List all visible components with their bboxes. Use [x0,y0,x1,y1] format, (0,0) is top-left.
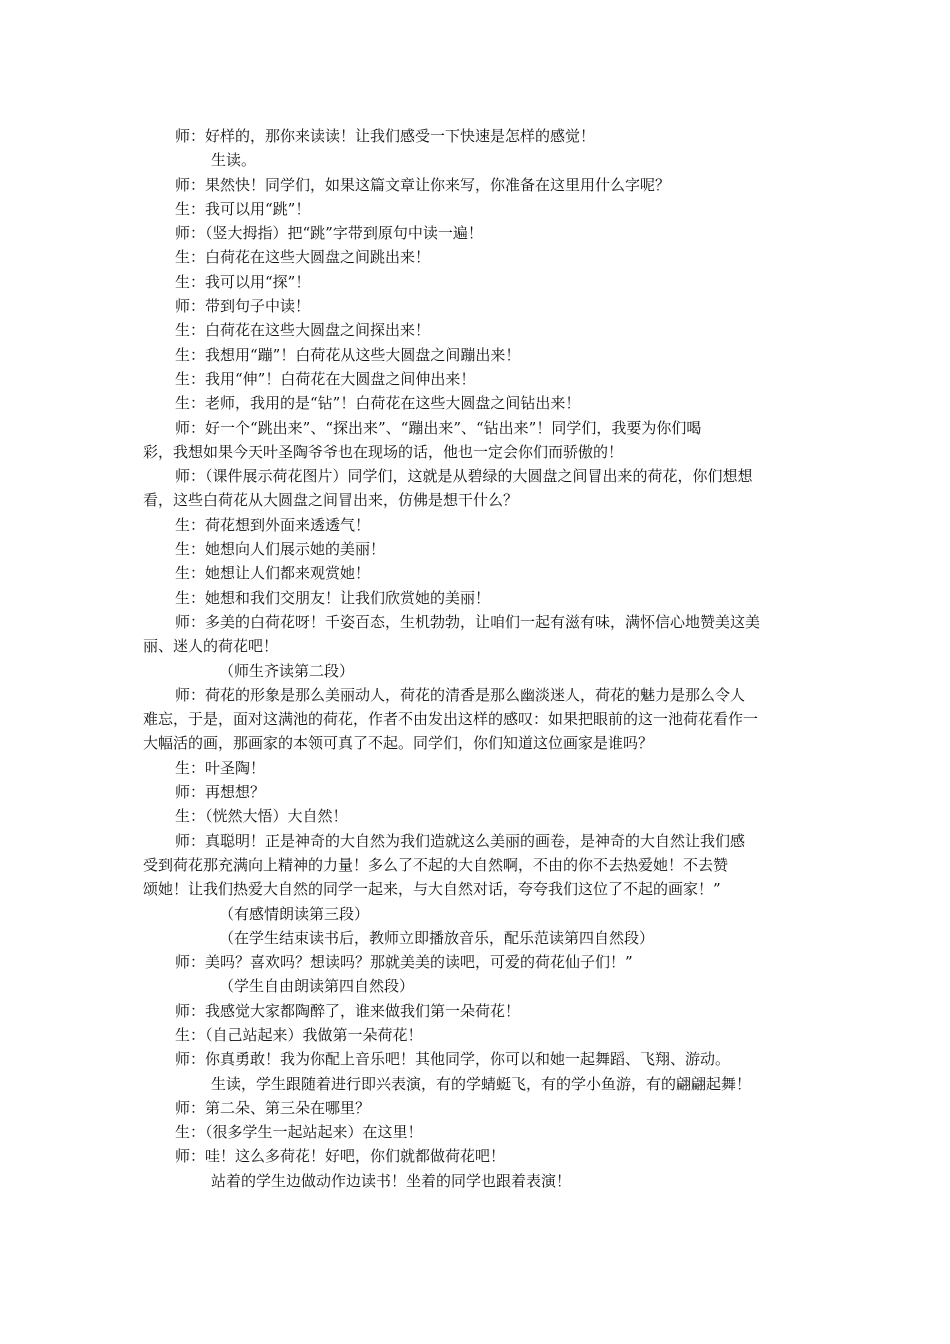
text-line: 师：（竖大拇指）把“跳”字带到原句中读一遍！ [175,224,483,243]
text-line: 师：美吗？喜欢吗？想读吗？那就美美的读吧，可爱的荷花仙子们！” [175,953,633,972]
text-line: 受到荷花那充满向上精神的力量！多么了不起的大自然啊，不由的你不去热爱她！不去赞 [143,855,729,874]
text-line: 生：她想向人们展示她的美丽！ [175,540,386,559]
text-line: 师：哇！这么多荷花！好吧，你们就都做荷花吧！ [175,1147,506,1166]
text-line: 生读。 [211,151,257,170]
text-line: 生：她想和我们交朋友！让我们欣赏她的美丽！ [175,588,491,607]
text-line: 生：（自己站起来）我做第一朵荷花！ [175,1025,423,1044]
text-line: 颂她！让我们热爱大自然的同学一起来，与大自然对话，夸夸我们这位了不起的画家！” [143,880,721,899]
text-line: 师：好样的，那你来读读！让我们感受一下快速是怎样的感觉！ [175,127,596,145]
text-line: （有感情朗读第三段） [219,904,370,923]
text-line: 生：白荷花在这些大圆盘之间跳出来！ [175,248,431,267]
text-line: （师生齐读第二段） [219,661,355,680]
text-line: 生：我想用“蹦”！白荷花从这些大圆盘之间蹦出来！ [175,345,521,364]
text-line: 丽、迷人的荷花吧！ [143,637,279,656]
text-line: 师：果然快！同学们，如果这篇文章让你来写，你准备在这里用什么字呢？ [175,175,671,194]
text-line: 生：白荷花在这些大圆盘之间探出来！ [175,321,431,340]
text-line: 师：带到句子中读！ [175,297,311,316]
text-line: （在学生结束读书后，教师立即播放音乐，配乐范读第四自然段） [219,928,655,947]
text-line: 师：第二朵、第三朵在哪里？ [175,1098,371,1117]
text-line: 难忘，于是，面对这满池的荷花，作者不由发出这样的感叹：如果把眼前的这一池荷花看作一 [143,710,759,729]
text-line: （学生自由朗读第四自然段） [219,977,415,996]
text-line: 生：我可以用“探”！ [175,272,311,291]
text-line: 生：我可以用“跳”！ [175,199,311,218]
text-line: 师：（课件展示荷花图片）同学们，这就是从碧绿的大圆盘之间冒出来的荷花，你们想想 [175,467,753,486]
text-line: 师：我感觉大家都陶醉了，谁来做我们第一朵荷花！ [175,1001,521,1020]
text-line: 站着的学生边做动作边读书！坐着的同学也跟着表演！ [211,1171,572,1190]
text-line: 生：老师，我用的是“钻”！白荷花在这些大圆盘之间钻出来！ [175,394,581,413]
text-line: 师：你真勇敢！我为你配上音乐吧！其他同学，你可以和她一起舞蹈、飞翔、游动。 [175,1050,731,1069]
text-line: 生：叶圣陶！ [175,758,266,777]
text-line: 生：（恍然大悟）大自然！ [175,807,348,826]
text-line: 师：再想想？ [175,783,266,802]
text-line: 师：荷花的形象是那么美丽动人，荷花的清香是那么幽淡迷人，荷花的魅力是那么令人 [175,685,746,704]
text-line: 师：多美的白荷花呀！千姿百态，生机勃勃，让咱们一起有滋有味，满怀信心地赞美这美 [175,612,761,631]
text-line: 大幅活的画，那画家的本领可真了不起。同学们，你们知道这位画家是谁吗？ [143,734,654,753]
text-line: 生：荷花想到外面来透透气！ [175,515,371,534]
text-line: 彩，我想如果今天叶圣陶爷爷也在现场的话，他也一定会你们而骄傲的！ [143,442,624,461]
text-line: 生：她想让人们都来观赏她！ [175,564,371,583]
text-line: 师：真聪明！正是神奇的大自然为我们造就这么美丽的画卷，是神奇的大自然让我们感 [175,831,746,850]
text-line: 看，这些白荷花从大圆盘之间冒出来，仿佛是想干什么？ [143,491,519,510]
document-body [143,124,813,1193]
text-line: 师：好一个“跳出来”、“探出来”、“蹦出来”、“钻出来”！同学们，我要为你们喝 [175,418,702,437]
text-line: 生读，学生跟随着进行即兴表演，有的学蜻蜓飞，有的学小鱼游，有的翩翩起舞！ [211,1074,752,1093]
text-line: 生：我用“伸”！白荷花在大圆盘之间伸出来！ [175,369,476,388]
text-line: 生：（很多学生一起站起来）在这里！ [175,1123,423,1142]
